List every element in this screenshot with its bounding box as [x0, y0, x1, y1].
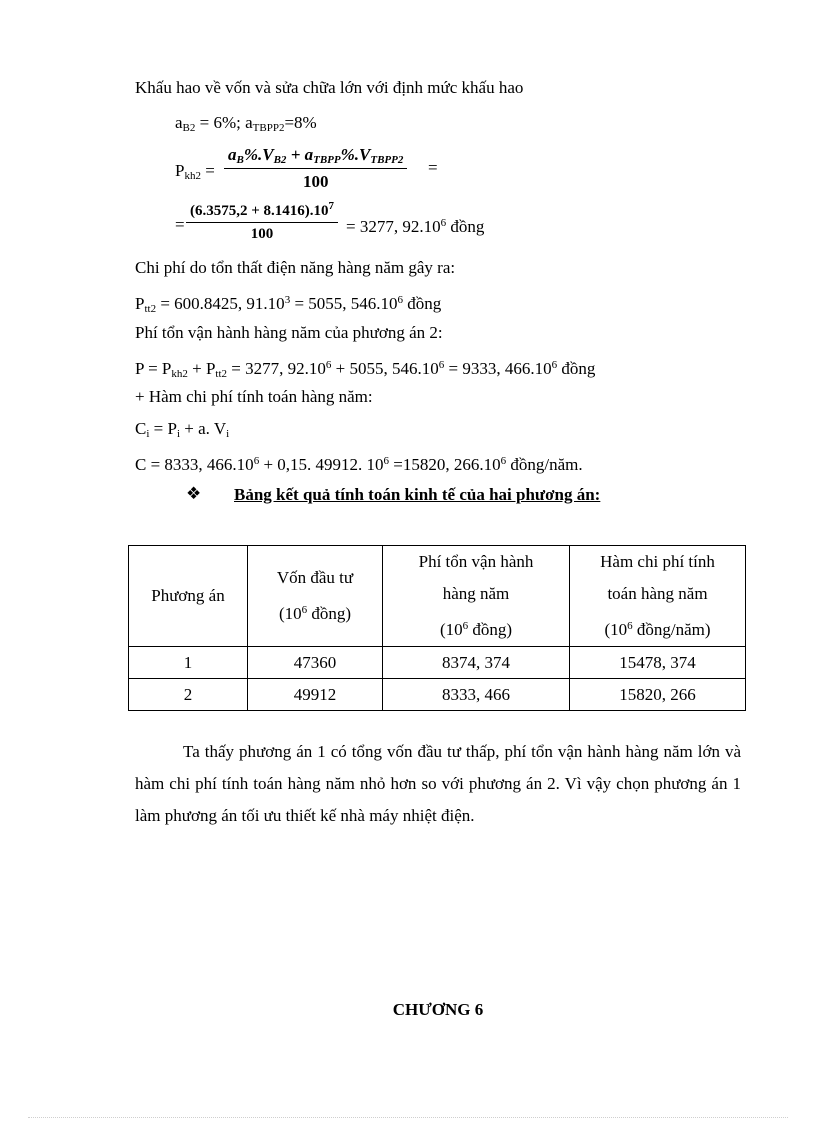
header-investment: Vốn đầu tư ($10^6$ đồng) [248, 546, 383, 647]
depreciation-rates: $a_{B2} = 6\%$; $a_{TBPP2}=8\%$ [175, 113, 317, 134]
pkh2-lhs: $P_{kh2}$ = [175, 161, 215, 182]
table-cell: 8374, 374 [383, 647, 570, 679]
annual-cost-intro: + Hàm chi phí tính toán hàng năm: [135, 387, 373, 406]
pkh2-denominator: 100 [302, 172, 329, 191]
diamond-bullet-icon: ❖ [186, 484, 202, 503]
table-title: Bảng kết quả tính toán kinh tế của hai phương án: [234, 485, 601, 504]
table-cell: 2 [129, 679, 248, 711]
conclusion-paragraph: Ta thấy phương án 1 có tổng vốn đầu tư thấp, phí tổn vận hành hàng năm lớn và hàm chi phí tính toán hàng năm nhỏ hơn so với phương án 2. Vì vậy chọn phương án 1 làm phương án tối ưu thiết kế nhà máy nhiệt điện. [135, 742, 741, 825]
table-row [129, 679, 746, 711]
loss-formula: $P_{tt2} = 600.8425$, $91.10^3 = 5055$, 546.10$^6$ đồng [135, 294, 442, 315]
operating-formula: $P = P_{kh2} + P_{tt2} = 3277$, $92.10^6 + 5055$, $546.10^6 = 9333$, 466.10$^6$ đồng [135, 359, 596, 380]
depreciation-intro: Khấu hao về vốn và sửa chữa lớn với định mức khấu hao [135, 78, 524, 97]
table-header-row [129, 546, 746, 647]
results-table [128, 545, 746, 711]
pkh2-value-result: = 3277, 92.10$^6$ đồng [346, 217, 485, 236]
table-cell: 49912 [248, 679, 383, 711]
table-cell: 8333, 466 [383, 679, 570, 711]
operating-intro: Phí tổn vận hành hàng năm của phương án 2: [135, 323, 443, 342]
table-cell: 47360 [248, 647, 383, 679]
table-cell: 15478, 374 [570, 647, 746, 679]
pkh2-value-numerator: $(6.3575,2 + 8.1416).10^7$ [186, 200, 338, 223]
pkh2-fraction [224, 145, 407, 192]
table-cell: 1 [129, 647, 248, 679]
page-bottom-divider [28, 1117, 788, 1118]
pkh2-value-lead: = [175, 215, 185, 234]
pkh2-value-fraction [186, 200, 338, 243]
chapter-heading: CHƯƠNG 6 [392, 1000, 484, 1019]
header-plan: Phương án [129, 546, 248, 647]
loss-intro: Chi phí do tổn thất điện năng hàng năm gây ra: [135, 258, 456, 277]
annual-cost-general: $C_i = P_i + a$. $V_i$ [135, 419, 230, 440]
header-annual-cost: Hàm chi phí tính toán hàng năm ($10^6$ đồng/năm) [570, 546, 746, 647]
table-row [129, 647, 746, 679]
pkh2-value-denominator: 100 [250, 226, 274, 242]
header-operating-cost: Phí tổn vận hành hàng năm ($10^6$ đồng) [383, 546, 570, 647]
annual-cost-value: C = 8333, $466.10^6 + 0,15$. 49912. $10^6 =15820$, 266.10$^6$ đồng/năm. [135, 455, 583, 474]
pkh2-numerator: $a_B\%.V_{B2} + a_{TBPP}\%.V_{TBPP2}$ [224, 145, 407, 169]
table-cell: 15820, 266 [570, 679, 746, 711]
pkh2-trailing-equals: = [428, 158, 438, 177]
